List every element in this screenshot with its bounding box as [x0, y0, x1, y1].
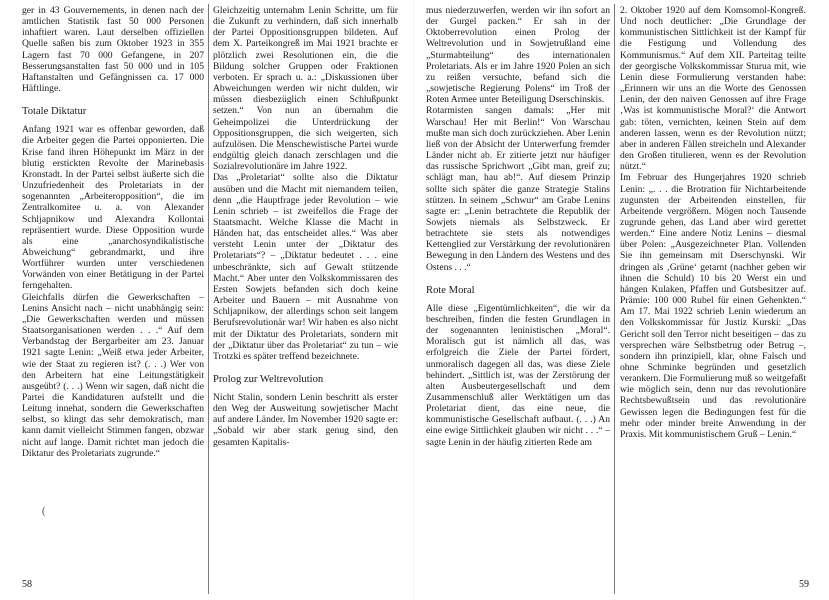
column-rule	[614, 4, 615, 594]
col2-paragraph-3: Nicht Stalin, sondern Lenin beschritt als erster den Weg der Ausweitung sowjetischer Macht auf andere Länder. Im November 1920 sagte er: „Sobald wir aber stark genug sind, den gesamten Kapitalis-	[213, 392, 398, 448]
col3-paragraph-1: mus niederzuwerfen, werden wir ihn sofort an der Gurgel packen.“ Er sah in der Oktoberrevolution einen Prolog der Weltrevolution und in Sowjetrußland eine „Sturmabteilung“ des internationalen Proletariats. Als er im Jahre 1920 Polen an sich zu reißen versuchte, befand sich die „sowjetische Regierung Polens“ im Troß der Roten Armee unter Beteiligung Dserschinskis.	[426, 5, 610, 106]
col4-paragraph-2: Im Februar des Hungerjahres 1920 schrieb Lenin: „. . . die Brotration für Nichtarbeitende zugunsten der Arbeitenden einstellen, für Arbeitende vergrößern. Mögen noch Tausende zugrunde gehen, das Land aber wird gerettet werden.“ Eine andere Notiz Lenins – diesmal über Polen: „Ausgezeichneter Plan. Vollenden Sie ihn gemeinsam mit Dserschynski. Wir dringen als ‚Grüne‘ getarnt (nachher geben wir ihnen die Schuld) 10 bis 20 Werst ein und hängen Kulaken, Pfaffen und Gutsbesitzer auf. Prämie: 100 000 Rubel für einen Gehenkten.“ Am 17. Mai 1922 schrieb Lenin wiederum an den Volkskommissar für Justiz Kurski: „Das Gericht soll den Terror nicht beseitigen – das zu versprechen wäre Selbstbetrug oder Betrug –, sondern ihn prinzipiell, klar, ohne Falsch und ohne Schminke begründen und gesetzlich verankern. Die Formulierung muß so weitgefaßt wie möglich sein, denn nur das revolutionäre Rechtsbewußtsein und das revolutionäre Gewissen legen die Bedingungen fest für die mehr oder minder breite Anwendung in der Praxis. Mit kommunistischem Gruß – Lenin.“	[620, 172, 806, 440]
section-heading-totale-diktatur: Totale Diktatur	[22, 106, 87, 118]
col1-paragraph-2: Anfang 1921 war es offenbar geworden, daß die Arbeiter gegen die Partei opponierten. Die Krise fand ihren Höhepunkt im März in der blutig erstickten Revolte der Marinebasis Kronstadt. In der Partei selbst äußerte sich die Unzufriedenheit des Proletariats in der sogenannten „Arbeiteropposition“, die im Zentralkomitee u. a. von Alexander Schljapnikow und Alexandra Kollontai repräsentiert wurde. Diese Opposition wurde als eine „anarchosyndikalistische Abweichung“ gebrandmarkt, und ihre Wortführer wurden unter verschiedenen Vorwänden von einer Betätigung in der Partei ferngehalten.	[22, 124, 204, 292]
section-heading-rote-moral: Rote Moral	[426, 284, 475, 296]
col2-paragraph-2: Das „Proletariat“ sollte also die Diktatur ausüben und die Macht mit niemandem teilen, denn „die Hauptfrage jeder Revolution – wie Lenin schrieb – ist zweifellos die Frage der Staatsmacht. Welche Klasse die Macht in Händen hat, das entscheidet alles.“ Was aber versteht Lenin unter der „Diktatur des Proletariats“? – „Diktatur bedeutet . . . eine unbeschränkte, sich auf Gewalt stützende Macht.“ Aber unter den Volkskommissaren des Ersten Sowjets befanden sich doch keine Arbeiter und Bauern – mit Ausnahme von Schljapnikow, der allerdings schon seit langem Berufsrevolutionär war! Wir haben es also nicht mit der Diktatur des Proletariats, sondern mit der „Diktatur über das Proletariat“ zu tun – wie Trotzki es später treffend bezeichnete.	[213, 172, 398, 362]
col4-paragraph-1: 2. Oktober 1920 auf dem Komsomol-Kongreß. Und noch deutlicher: „Die Grundlage der kommunistischen Sittlichkeit ist der Kampf für die Festigung und Vollendung des Kommunismus.“ Auf dem XII. Parteitag teilte der georgische Volkskommissar Sturua mit, wie Lenin diese Formulierung verstanden habe: „Erinnern wir uns an die Worte des Genossen Lenin, der den naiven Genossen auf ihre Frage ‚Was ist kommunistische Moral?‘ die Antwort gab: töten, vernichten, keinen Stein auf dem anderen lassen, wenn es der Revolution nützt; aber in anderen Fällen streicheln und Alexander den Großen titulieren, wenn es der Revolution nützt.“	[620, 5, 806, 173]
page-number-right: 59	[799, 579, 809, 590]
column-1	[22, 5, 204, 585]
col2-paragraph-1: Gleichzeitig unternahm Lenin Schritte, um für die Zukunft zu verhindern, daß sich innerhalb der Partei Oppositionsgruppen bildeten. Auf dem X. Parteikongreß im Mai 1921 brachte er plötzlich zwei Resolutionen ein, die die Bildung solcher Gruppen oder Fraktionen verboten. Er sprach u. a.: „Diskussionen über Abweichungen werden wir nicht dulden, wir müssen diesbezüglich einen Schlußpunkt setzen.“ Von nun an übernahm die Geheimpolizei die Unterdrückung der Oppositionsgruppen, die sich weigerten, sich aufzulösen. Die Menschewistische Partei wurde endgültig gleich danach zerschlagen und die Sozialrevolutionäre im Jahre 1922.	[213, 5, 398, 173]
column-2	[213, 5, 398, 585]
column-3	[426, 5, 610, 585]
col3-paragraph-3: Alle diese „Eigentümlichkeiten“, die wir da beschreiben, finden die festen Grundlagen in der sogenannten leninistischen „Moral“. Moralisch gut ist nämlich all das, was erfolgreich die Ziele der Partei fördert, unmoralisch dagegen all das, was diese Ziele behindert. „Sittlich ist, was der Zerstörung der alten Ausbeutergesellschaft und dem Zusammenschluß aller Werktätigen um das Proletariat dient, das eine neue, die kommunistische Gesellschaft aufbaut. (. . .) An eine ewige Sittlichkeit glauben wir nicht . . .“ – sagte Lenin in der häufig zitierten Rede am	[426, 302, 610, 448]
col1-paragraph-3: Gleichfalls dürfen die Gewerkschaften – Lenins Ansicht nach – nicht unabhängig sein: „Die Gewerkschaften werden und müssen Staatsorganisationen werden . . .“ Auf dem Verbandstag der Bergarbeiter am 23. Januar 1921 sagte Lenin: „Weiß etwa jeder Arbeiter, wie der Staat zu regieren ist? (. . .) Wer von den Arbeitern hat eine Leitungstätigkeit ausgeübt? (. . .) Wenn wir sagen, daß nicht die Partei die Kandidaturen aufstellt und die Leitung innehat, sondern die Gewerkschaften selbst, so klingt das sehr demokratisch, man kann damit vielleicht Stimmen fangen, obzwar nicht auf lange. Damit richtet man jedoch die Diktatur des Proletariats zugrunde.“	[22, 291, 204, 459]
column-4	[620, 5, 806, 585]
col3-paragraph-2: Rotarmisten sangen damals: „Her mit Warschau! Her mit Berlin!“ Von Warschau mußte man sich doch zurückziehen. Aber Lenin ließ von der Absicht der Unterwerfung fremder Länder nicht ab. Er zitierte jetzt nur häufiger das russische Sprichwort „Gibt man, greif zu; schlägt man, hau ab!“. Auf diesem Prinzip sollte sich später die ganze Strategie Stalins stützen. In seinem „Schwur“ am Grabe Lenins sagte er: „Lenin betrachtete die Republik der Sowjets niemals als Selbstzweck. Er betrachtete sie stets als notwendiges Kettenglied zur Verstärkung der revolutionären Bewegung in den Ländern des Westens und des Ostens . . .“	[426, 105, 610, 273]
left-page	[0, 0, 414, 600]
page-number-left: 58	[22, 579, 32, 590]
stray-mark: (	[42, 506, 46, 517]
section-heading-prolog: Prolog zur Weltrevolution	[213, 374, 324, 385]
right-page	[414, 0, 829, 600]
col1-paragraph-1: ger in 43 Gouvernements, in denen nach der amtlichen Statistik fast 50 000 Personen inhaftiert waren. Laut derselben offiziellen Quelle saßen bis zum Oktober 1923 in 355 Lagern fast 70 000 Gefangene, in 207 Besserungsanstalten fast 50 000 und in 105 Haftanstalten und Gefängnissen ca. 17 000 Häftlinge.	[22, 5, 204, 95]
column-rule	[208, 4, 209, 594]
